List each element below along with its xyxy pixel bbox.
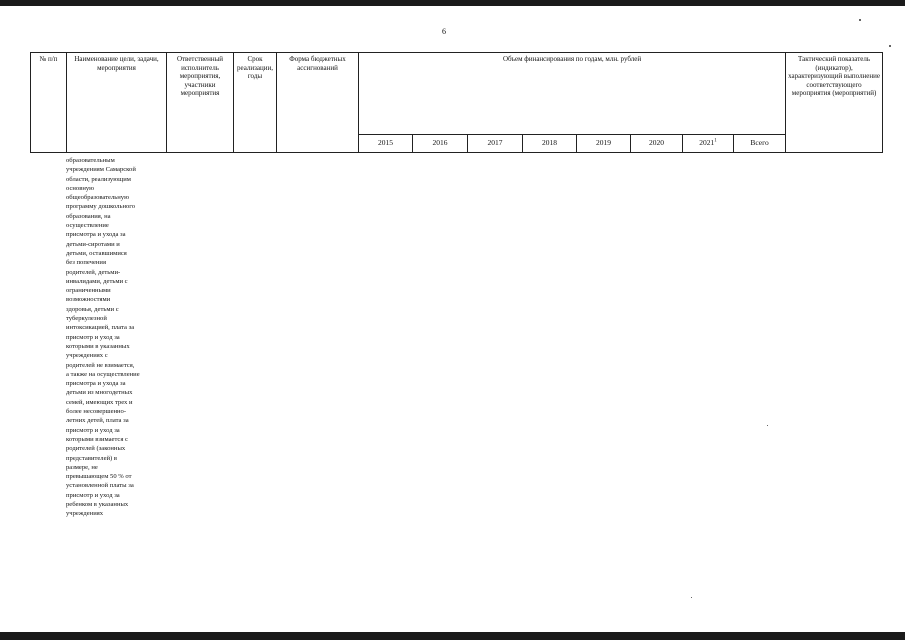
description-line: превышающем 50 % от — [66, 473, 132, 481]
description-line: родителей (законных — [66, 445, 126, 453]
description-line: присмотр и уход за — [66, 426, 120, 434]
funding-table-header — [30, 52, 883, 153]
header-cell-indicator: Тактический показатель (индикатор), характеризующий выполнение соответствующего мероприятия (мероприятий) — [786, 53, 883, 153]
description-line: учреждениям Самарской — [66, 166, 136, 174]
header-year-2017: 2017 — [468, 135, 523, 153]
description-line: которыми в указанных — [66, 342, 130, 350]
description-line: осуществление — [66, 222, 109, 230]
description-line: присмотр и уход за — [66, 333, 120, 341]
description-line: присмотра и ухода за — [66, 231, 126, 239]
header-cell-funding: Объем финансирования по годам, млн. рублей — [359, 53, 786, 135]
description-line: здоровья, детьми с — [66, 305, 119, 313]
measure-description — [66, 156, 166, 519]
description-line: программу дошкольного — [66, 203, 136, 211]
description-line: основную — [66, 184, 95, 192]
description-line: общеобразовательную — [66, 194, 130, 202]
header-year-2018: 2018 — [523, 135, 577, 153]
header-year-2016: 2016 — [413, 135, 468, 153]
description-line: представителей) в — [66, 454, 117, 462]
scan-bottom-edge — [0, 632, 905, 640]
description-line: детьми из многодетных — [66, 389, 133, 397]
scan-speck — [767, 425, 768, 426]
header-cell-executor: Ответственный исполнитель мероприятия, участники мероприятия — [167, 53, 234, 153]
header-year-2015: 2015 — [359, 135, 413, 153]
description-line: семей, имеющих трех и — [66, 398, 133, 406]
year-2021-footnote-mark: 1 — [714, 138, 717, 144]
header-year-2019: 2019 — [577, 135, 631, 153]
scan-top-edge — [0, 0, 905, 6]
description-line: размере, не — [66, 463, 98, 471]
header-cell-budget-form: Форма бюджетных ассигнований — [277, 53, 359, 153]
description-line: присмотра и ухода за — [66, 380, 126, 388]
description-line: детьми, оставшимися — [66, 249, 127, 257]
description-line: учреждениях с — [66, 352, 108, 360]
description-line: которыми взимается с — [66, 435, 128, 443]
scan-speck — [691, 597, 692, 598]
description-line: детьми-сиротами и — [66, 240, 120, 248]
description-line: родителей, детьми- — [66, 268, 121, 276]
header-year-2021 — [683, 135, 734, 153]
description-line: более несовершенно- — [66, 408, 127, 416]
description-line: ограниченными — [66, 287, 111, 295]
description-line: интоксикацией, плата за — [66, 324, 135, 332]
description-line: без попечения — [66, 259, 106, 267]
header-cell-number: № п/п — [31, 53, 67, 153]
description-line: возможностями — [66, 296, 111, 304]
header-year-2020: 2020 — [631, 135, 683, 153]
description-line: родителей не взимается, — [66, 361, 135, 369]
description-line: присмотр и уход за — [66, 491, 120, 499]
description-line: летних детей, плата за — [66, 417, 129, 425]
description-line: области, реализующим — [66, 175, 131, 183]
description-line: инвалидами, детьми с — [66, 277, 128, 285]
header-cell-term: Срок реализации, годы — [234, 53, 277, 153]
page-number: 6 — [442, 27, 446, 36]
year-2021-label: 2021 — [699, 138, 715, 148]
scan-speck — [859, 19, 861, 21]
description-line: установленной платы за — [66, 482, 134, 490]
description-line: туберкулезной — [66, 315, 107, 323]
header-cell-name: Наименование цели, задачи, мероприятия — [67, 53, 167, 153]
description-line: учреждениях — [66, 510, 104, 518]
description-line: образования, на — [66, 212, 111, 220]
description-line: а также на осуществление — [66, 370, 140, 378]
scan-speck — [889, 45, 891, 47]
header-total: Всего — [734, 135, 786, 153]
description-line: ребенком в указанных — [66, 500, 129, 508]
description-line: образовательным — [66, 157, 115, 164]
